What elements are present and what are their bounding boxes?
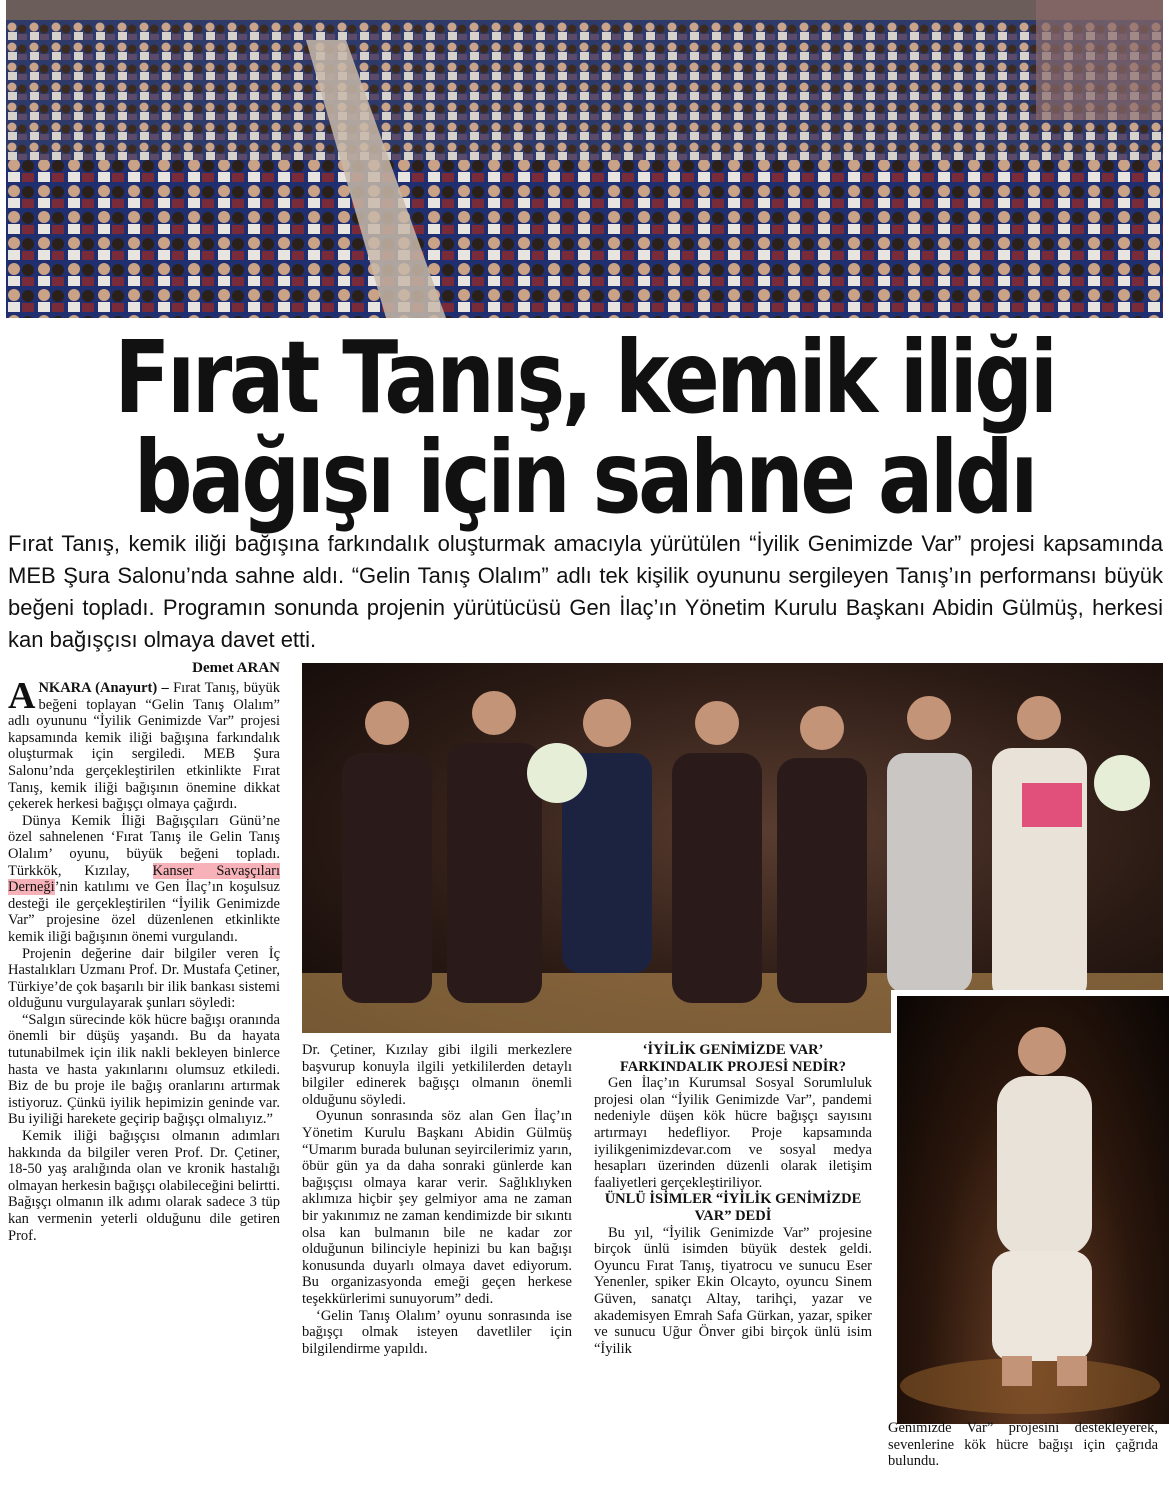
col1-paragraph-4: “Salgın sürecinde kök hücre bağışı oranında önemli bir düşüş yaşandı. Bu da hayata tutunabilmek için ilik nakli bekleyen binlerce hasta ve hasta yakınlarını olumsuz etkiledi. Biz de bu proje ile bağış oranlarını artırmak istiyoruz. Çünkü iyilik hepimizin geninde var. Bu iyiliği harekete geçirip bağışçı olmalıyız.” — [8, 1011, 280, 1128]
col1-paragraph-1 — [8, 675, 281, 813]
audience-illustration — [6, 0, 1163, 318]
highlighted-organization: Kanser Savaşçıları Derneği — [8, 862, 280, 896]
actor-on-stage-photo — [891, 990, 1169, 1424]
photo-caption: Genimizde Var” projesini destekleyerek, sevenlerine kök hücre bağışı için çağrıda bulundu. — [888, 1420, 1158, 1470]
col2-paragraph-3: ‘Gelin Tanış Olalım’ oyunu sonrasında ise bağışçı olmak isteyen davetliler için bilgilendirme yapıldı. — [302, 1307, 572, 1357]
subheading-2: ÜNLÜ İSİMLER “İYİLİK GENİMİZDE VAR” DEDİ — [604, 1191, 862, 1224]
col1-paragraph-5: Kemik iliği bağışçısı olmanın adımları hakkında da bilgiler veren Prof. Dr. Çetiner, 18-50 yaş aralığında olan ve kronik hastalığı olmayan herkesin bağışçı olabileceğini belirtti. Bağışçı olmanın ilk adımı olarak sadece 3 tüp kan vermenin yeterli olduğunu dile getiren Prof. — [8, 1128, 280, 1244]
col3-paragraph-2: Bu yıl, “İyilik Genimizde Var” projesine birçok ünlü isimden büyük destek geldi. Oyuncu Fırat Tanış, tiyatrocu ve sunucu Eser Yenenler, spiker Ekin Olcayto, oyuncu Sinem Güven, sanatçı Altay, tarihçi, yazar ve akademisyen Emrah Safa Gürkan, yazar, spiker ve sunucu Uğur Önver gibi birçok ünlü isim “İyilik — [594, 1224, 872, 1357]
dropcap: A — [8, 675, 36, 717]
col1-p1-text: Fırat Tanış, büyük beğeni toplayan “Gelin Tanış Olalım” adlı oyununu “İyilik Genimizde Var” projesi kapsamında kemik iliği bağışına farkındalık oluşturmak için sergiledi. MEB Şura Salonu’nda gerçekleştirilen etkinlikte Fırat Tanış, kemik iliği bağışının önemine dikkat çekerek herkesi bağışçı olmaya çağırdı. — [8, 680, 281, 813]
col1-p2-end: ’nin katılımı ve Gen İlaç’ın koşulsuz desteği ile gerçekleştirilen “İyilik Genimizde Var” projesine özel düzenlenen etkinlikte kemik iliği bağışının önemi vurgulandı. — [8, 879, 280, 945]
article-column-3 — [594, 1042, 872, 1357]
col1-paragraph-2 — [8, 813, 280, 946]
headline-line-1: Fırat Tanış, kemik iliği — [114, 319, 1055, 436]
article-column-1 — [8, 675, 281, 1244]
headline-line-2: bağışı için sahne aldı — [133, 419, 1036, 536]
col2-paragraph-1: Dr. Çetiner, Kızılay gibi ilgili merkezlere başvurup konuyla ilgili yetkililerden detaylı bilgiler edinerek bağışçı olmanın önemli olduğunu söyledi. — [302, 1042, 572, 1108]
col1-paragraph-3: Projenin değerine dair bilgiler veren İç Hastalıkları Uzmanı Prof. Dr. Mustafa Çetiner, Türkiye’de çok başarılı bir ilik bankası sistemi olduğunu vurgulayarak şunları söyledi: — [8, 945, 280, 1012]
col3-paragraph-1: Gen İlaç’ın Kurumsal Sosyal Sorumluluk projesi olan “İyilik Genimizde Var”, pandemi nedeniyle düşen kök hücre bağışçı sayısını artırmayı hedefliyor. Proje kapsamında iyilikgenimizdevar.com ve sosyal medya hesapları üzerinden düzenli olarak iletişim faaliyetleri gerçekleştiriliyor. — [594, 1075, 872, 1191]
audience-photo — [6, 0, 1163, 318]
cast-illustration — [302, 663, 1163, 1033]
subheading-1: ‘İYİLİK GENİMİZDE VAR’ FARKINDALIK PROJESİ NEDİR? — [619, 1042, 847, 1075]
actor-illustration — [897, 996, 1163, 1418]
cast-on-stage-photo — [302, 663, 1163, 1033]
col2-paragraph-2: Oyunun sonrasında söz alan Gen İlaç’ın Yönetim Kurulu Başkanı Abidin Gülmüş “Umarım burada bulunan seyircilerimiz yarın, öbür gün ya da daha sonraki günlerde kan bağışçısı olmaya karar verir. Sağlıklıyken aklımıza hiçbir şey gelmiyor ama ne zaman bir yakınımız ne zaman kendimizde bir sıkıntı olsa kan bulmanın bile ne kadar zor olduğunun bilinciyle hepinizi bu kan bağışı konusunda duyarlı olmaya davet ediyorum. Bu organizasyonda emeği geçen herkese teşekkürlerimi sunuyorum” dedi. — [302, 1108, 572, 1307]
dateline: NKARA (Anayurt) – — [38, 680, 169, 696]
byline: Demet ARAN — [192, 660, 280, 676]
lead-paragraph: Fırat Tanış, kemik iliği bağışına farkındalık oluşturmak amacıyla yürütülen “İyilik Genimizde Var” projesi kapsamında MEB Şura Salonu’nda sahne aldı. “Gelin Tanış Olalım” adlı tek kişilik oyununu sergileyen Tanış’ın performansı büyük beğeni topladı. Programın sonunda projenin yürütücüsü Gen İlaç’ın Yönetim Kurulu Başkanı Abidin Gülmüş, herkesi kan bağışçısı olmaya davet etti. — [8, 531, 1163, 652]
article-column-2 — [302, 1042, 572, 1357]
col1-p2-start: Dünya Kemik İliği Bağışçıları Günü’ne özel sahnelenen ‘Fırat Tanış ile Gelin Tanış Olalım’ oyunu, büyük beğeni topladı. Türkkök, Kızılay, — [8, 812, 280, 879]
